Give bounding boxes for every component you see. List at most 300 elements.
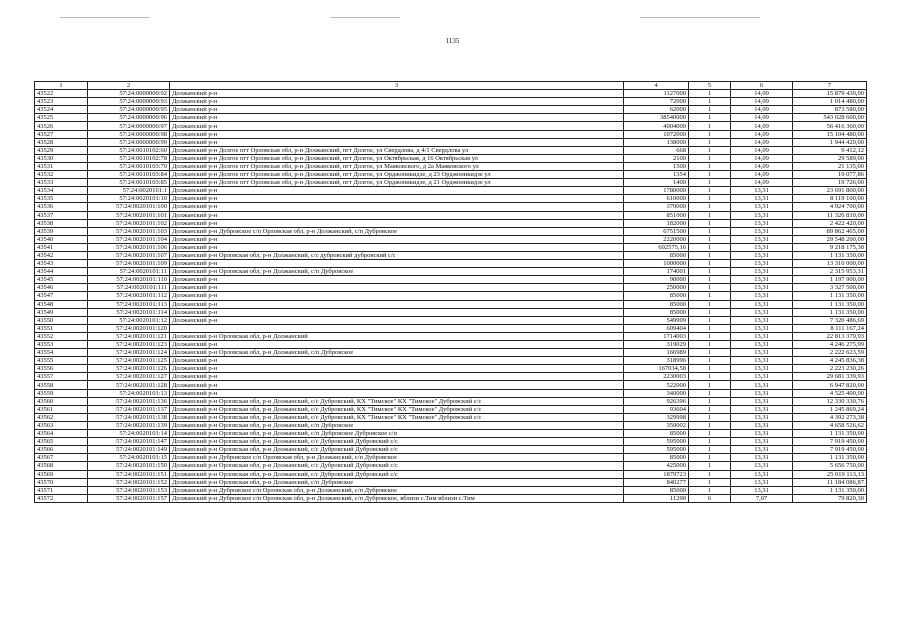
quantity-cell: 1 [689,146,731,154]
area-cell: 692575,16 [624,243,689,251]
area-cell: 668 [624,146,689,154]
address-cell: Должанский р-н [170,284,624,292]
cadastral-number-cell: 57:24:0020101:13 [88,389,170,397]
cadastral-value-cell: 9 412,12 [793,146,867,154]
row-number-cell: 43549 [35,308,88,316]
table-row [35,211,867,219]
cadastral-value-cell: 1 014 480,00 [793,98,867,106]
area-cell: 1000000 [624,260,689,268]
table-row [35,324,867,332]
area-cell: 425000 [624,462,689,470]
cadastral-value-cell: 1 197 900,00 [793,276,867,284]
row-number-cell: 43554 [35,349,88,357]
cadastral-number-cell: 57:24:0020101:149 [88,446,170,454]
cadastral-value-cell: 19 077,86 [793,171,867,179]
table-row [35,106,867,114]
address-cell: Должанский р-н [170,243,624,251]
cadastral-value-cell: 12 330 330,76 [793,397,867,405]
area-cell: 85000 [624,300,689,308]
column-header: 6 [731,82,793,90]
table-row [35,405,867,413]
area-cell: 549999 [624,316,689,324]
address-cell: Должанский р-н [170,292,624,300]
area-cell: 350002 [624,421,689,429]
area-cell: 329998 [624,413,689,421]
area-cell: 85000 [624,430,689,438]
cadastral-value-cell: 21 135,00 [793,162,867,170]
table-row [35,130,867,138]
table-row [35,251,867,259]
area-cell: 1400 [624,179,689,187]
cadastral-number-cell: 57:24:0020101:10 [88,195,170,203]
area-cell: 340000 [624,389,689,397]
quantity-cell: 1 [689,413,731,421]
address-cell: Должанский р-н Орловская обл, р-н Должанский, с/с Дубровский Дубровский с/с [170,462,624,470]
quantity-cell: 1 [689,219,731,227]
rate-cell: 13,31 [731,454,793,462]
cadastral-number-cell: 57:24:0000000:98 [88,130,170,138]
quantity-cell: 1 [689,341,731,349]
cadastral-value-cell: 3 327 500,00 [793,284,867,292]
address-cell: Должанский р-н [170,308,624,316]
rate-cell: 13,31 [731,195,793,203]
row-number-cell: 43565 [35,438,88,446]
area-cell: 595000 [624,438,689,446]
row-number-cell: 43557 [35,373,88,381]
cadastral-value-cell: 89 862 465,00 [793,227,867,235]
quantity-cell: 1 [689,300,731,308]
address-cell: Должанский р-н [170,187,624,195]
quantity-cell: 1 [689,114,731,122]
cadastral-number-cell: 57:24:0020101:138 [88,413,170,421]
cadastral-value-cell: 11 184 086,87 [793,478,867,486]
area-cell: 1354 [624,171,689,179]
address-cell: Должанский р-н [170,357,624,365]
cadastral-number-cell: 57:24:0020101:109 [88,260,170,268]
address-cell: Должанский р-н Дубровское с/п Орловская обл, р-н Должанский, с/п Дубровское [170,227,624,235]
rate-cell: 14,09 [731,138,793,146]
cadastral-number-cell: 57:24:0020101:147 [88,438,170,446]
address-cell: Должанский р-н [170,98,624,106]
address-cell: Должанский р-н Дубровское с/п Орловская обл, р-н Должанский, с/п Дубровское [170,486,624,494]
table-row [35,146,867,154]
address-cell: Должанский р-н [170,260,624,268]
row-number-cell: 43553 [35,341,88,349]
quantity-cell: 1 [689,462,731,470]
rate-cell: 13,31 [731,276,793,284]
cadastral-number-cell: 57:24:0020101:106 [88,243,170,251]
cadastral-value-cell: 2 223 230,26 [793,365,867,373]
rate-cell: 13,31 [731,332,793,340]
address-cell: Должанский р-н [170,219,624,227]
scan-artifact-line [640,17,760,18]
cadastral-number-cell: 57:24:0020101:124 [88,349,170,357]
rate-cell: 13,31 [731,260,793,268]
row-number-cell: 43526 [35,122,88,130]
table-row [35,454,867,462]
quantity-cell: 1 [689,138,731,146]
area-cell: 2220000 [624,235,689,243]
address-cell: Должанский р-н Орловская обл, р-н Должанский, с/с Дубровский, КХ "Тимское" КХ "Тимское" Дубровский с/с [170,405,624,413]
cadastral-value-cell: 1 131 350,00 [793,486,867,494]
rate-cell: 14,09 [731,154,793,162]
cadastral-number-cell: 57:24:0020101:107 [88,251,170,259]
cadastral-value-cell: 4 245 836,38 [793,357,867,365]
row-number-cell: 43534 [35,187,88,195]
quantity-cell: 1 [689,162,731,170]
address-cell: Должанский р-н Долгое пгт Орловская обл, р-н Должанский, пгт Долгое, ул Орджоникидзе, д 23 Орджоникидзе ул [170,171,624,179]
area-cell: 319029 [624,341,689,349]
area-cell: 522000 [624,381,689,389]
table-row [35,494,867,502]
area-cell: 182000 [624,219,689,227]
rate-cell: 13,31 [731,203,793,211]
cadastral-number-cell: 57:24:0000000:92 [88,90,170,98]
scan-artifact-line [60,17,150,18]
address-cell: Должанский р-н [170,211,624,219]
quantity-cell: 1 [689,324,731,332]
cadastral-number-cell: 57:24:0020101:152 [88,478,170,486]
rate-cell: 14,09 [731,171,793,179]
row-number-cell: 43546 [35,284,88,292]
address-cell: Должанский р-н Орловская обл, р-н Должанский [170,332,624,340]
row-number-cell: 43548 [35,300,88,308]
row-number-cell: 43544 [35,268,88,276]
address-cell: Должанский р-н Орловская обл, р-н Должанский, с/с Дубровский, КХ "Тимское" КХ "Тимское" Дубровский с/с [170,413,624,421]
rate-cell: 13,31 [731,381,793,389]
rate-cell: 13,31 [731,357,793,365]
table-row [35,486,867,494]
area-cell: 85000 [624,308,689,316]
quantity-cell: 1 [689,373,731,381]
cadastral-value-cell: 23 691 800,00 [793,187,867,195]
column-header: 2 [88,82,170,90]
rate-cell: 13,31 [731,446,793,454]
quantity-cell: 1 [689,243,731,251]
cadastral-number-cell: 57:24:0020101:136 [88,397,170,405]
row-number-cell: 43569 [35,470,88,478]
rate-cell: 13,31 [731,324,793,332]
quantity-cell: 1 [689,430,731,438]
rate-cell: 13,31 [731,308,793,316]
table-row [35,357,867,365]
quantity-cell: 1 [689,365,731,373]
quantity-cell: 1 [689,179,731,187]
table-row [35,478,867,486]
quantity-cell: 1 [689,486,731,494]
cadastral-number-cell: 57:24:0010102:78 [88,154,170,162]
cadastral-number-cell: 57:24:0020101:127 [88,373,170,381]
cadastral-number-cell: 57:24:0020101:15 [88,454,170,462]
address-cell: Должанский р-н [170,122,624,130]
rate-cell: 13,31 [731,211,793,219]
quantity-cell: 1 [689,470,731,478]
row-number-cell: 43566 [35,446,88,454]
cadastral-number-cell: 57:24:0020101:103 [88,227,170,235]
row-number-cell: 43541 [35,243,88,251]
cadastral-value-cell: 8 111 167,24 [793,324,867,332]
address-cell: Должанский р-н Долгое пгт Орловская обл, р-н Должанский, пгт Долгое, ул Октябрьская, д 16 Октябрьская ул [170,154,624,162]
table-row [35,389,867,397]
cadastral-number-cell: 57:24:0020101:139 [88,421,170,429]
quantity-cell: 1 [689,195,731,203]
cadastral-number-cell: 57:24:0010102:60 [88,146,170,154]
address-cell: Должанский р-н [170,106,624,114]
column-header: 7 [793,82,867,90]
area-cell: 370000 [624,203,689,211]
row-number-cell: 43547 [35,292,88,300]
area-cell: 93604 [624,405,689,413]
address-cell: Должанский р-н Долгое пгт Орловская обл, р-н Должанский, пгт Долгое, ул Маяковского, д 2а Маяковского ул [170,162,624,170]
table-row [35,154,867,162]
table-row [35,227,867,235]
table-row [35,430,867,438]
row-number-cell: 43538 [35,219,88,227]
row-number-cell: 43560 [35,397,88,405]
rate-cell: 14,09 [731,106,793,114]
cadastral-value-cell: 1 245 869,24 [793,405,867,413]
quantity-cell: 1 [689,389,731,397]
column-header: 3 [170,82,624,90]
row-number-cell: 43537 [35,211,88,219]
cadastral-value-cell: 1 944 420,00 [793,138,867,146]
quantity-cell: 1 [689,446,731,454]
row-number-cell: 43523 [35,98,88,106]
area-cell: 1714003 [624,332,689,340]
address-cell: Должанский р-н [170,341,624,349]
row-number-cell: 43533 [35,179,88,187]
area-cell: 85000 [624,292,689,300]
area-cell: 11290 [624,494,689,502]
rate-cell: 13,31 [731,251,793,259]
quantity-cell: 1 [689,98,731,106]
area-cell: 62000 [624,106,689,114]
cadastral-value-cell: 8 119 100,00 [793,195,867,203]
quantity-cell: 1 [689,421,731,429]
rate-cell: 13,31 [731,421,793,429]
area-cell: 1500 [624,162,689,170]
address-cell: Должанский р-н Орловская обл, р-н Должанский, с/с Дубровский Дубровский с/с [170,446,624,454]
cadastral-number-cell: 57:24:0020101:123 [88,341,170,349]
row-number-cell: 43556 [35,365,88,373]
row-number-cell: 43530 [35,154,88,162]
row-number-cell: 43552 [35,332,88,340]
cadastral-value-cell: 29 548 200,00 [793,235,867,243]
rate-cell: 13,31 [731,316,793,324]
row-number-cell: 43551 [35,324,88,332]
cadastral-value-cell: 4 392 273,38 [793,413,867,421]
table-row [35,300,867,308]
cadastral-value-cell: 7 919 450,00 [793,446,867,454]
rate-cell: 13,31 [731,341,793,349]
cadastral-value-cell: 29 589,00 [793,154,867,162]
quantity-cell: 1 [689,227,731,235]
cadastral-number-cell: 57:24:0000000:99 [88,138,170,146]
rate-cell: 14,09 [731,162,793,170]
address-cell: Должанский р-н Орловская обл, р-н Должанский, с/п Дубровское [170,478,624,486]
quantity-cell: 1 [689,235,731,243]
row-number-cell: 43550 [35,316,88,324]
area-cell: 72000 [624,98,689,106]
area-cell: 2100 [624,154,689,162]
quantity-cell: 1 [689,187,731,195]
table-row [35,462,867,470]
address-cell: Должанский р-н Орловская обл, р-н Должанский, с/с Дубровский Дубровский с/с [170,438,624,446]
cadastral-value-cell: 19 726,00 [793,179,867,187]
cadastral-value-cell: 15 104 480,00 [793,130,867,138]
address-cell: Должанский р-н [170,130,624,138]
cadastral-value-cell: 1 131 350,00 [793,308,867,316]
cadastral-number-cell: 57:24:0020101:104 [88,235,170,243]
table-row [35,349,867,357]
row-number-cell: 43563 [35,421,88,429]
row-number-cell: 43564 [35,430,88,438]
row-number-cell: 43568 [35,462,88,470]
quantity-cell: 1 [689,397,731,405]
quantity-cell: 1 [689,106,731,114]
row-number-cell: 43570 [35,478,88,486]
cadastral-value-cell: 5 656 750,00 [793,462,867,470]
cadastral-number-cell: 57:24:0020101:111 [88,284,170,292]
cadastral-number-cell: 57:24:0010103:70 [88,162,170,170]
rate-cell: 13,31 [731,373,793,381]
row-number-cell: 43555 [35,357,88,365]
row-number-cell: 43567 [35,454,88,462]
area-cell: 609404 [624,324,689,332]
table-row [35,365,867,373]
address-cell: Должанский р-н Орловская обл, р-н Должанский, с/п Дубровское Дубровское с/п [170,430,624,438]
row-number-cell: 43561 [35,405,88,413]
cadastral-value-cell: 11 326 810,00 [793,211,867,219]
cadastral-value-cell: 1 131 350,00 [793,300,867,308]
address-cell: Должанский р-н [170,300,624,308]
address-cell: Должанский р-н Орловская обл, р-н Должанский, с/с Дубровский Дубровский с/с [170,470,624,478]
cadastral-number-cell: 57:24:0020101:11 [88,268,170,276]
row-number-cell: 43527 [35,130,88,138]
row-number-cell: 43529 [35,146,88,154]
quantity-cell: 1 [689,478,731,486]
address-cell: Должанский р-н Долгое пгт Орловская обл, р-н Должанский, пгт Долгое, ул Свердлова, д 4/1 Свердлова ул [170,146,624,154]
quantity-cell: 6 [689,494,731,502]
cadastral-value-cell: 6 947 820,00 [793,381,867,389]
cadastral-value-cell: 79 820,30 [793,494,867,502]
quantity-cell: 1 [689,171,731,179]
table-row [35,114,867,122]
row-number-cell: 43528 [35,138,88,146]
page-number: 1135 [445,37,460,45]
quantity-cell: 1 [689,349,731,357]
area-cell: 610000 [624,195,689,203]
rate-cell: 13,31 [731,438,793,446]
cadastral-number-cell: 57:24:0020101:120 [88,324,170,332]
table-header-row [35,82,867,90]
rate-cell: 14,09 [731,130,793,138]
cadastral-number-cell: 57:24:0000000:97 [88,122,170,130]
quantity-cell: 1 [689,454,731,462]
cadastral-value-cell: 22 813 379,93 [793,332,867,340]
address-cell: Должанский р-н [170,316,624,324]
cadastral-value-cell: 15 879 430,00 [793,90,867,98]
address-cell: Должанский р-н Дубровское с/п Орловская обл, р-н Должанский, с/п Дубровское [170,454,624,462]
row-number-cell: 43572 [35,494,88,502]
rate-cell: 13,31 [731,365,793,373]
cadastral-number-cell: 57:24:0020101:114 [88,308,170,316]
area-cell: 250000 [624,284,689,292]
rate-cell: 13,31 [731,486,793,494]
table-row [35,446,867,454]
cadastral-value-cell: 1 131 350,00 [793,430,867,438]
table-row [35,470,867,478]
row-number-cell: 43543 [35,260,88,268]
row-number-cell: 43571 [35,486,88,494]
cadastral-number-cell: 57:24:0020101:137 [88,405,170,413]
land-registry-table [34,81,867,503]
rate-cell: 13,31 [731,292,793,300]
cadastral-value-cell: 1 131 350,00 [793,251,867,259]
cadastral-value-cell: 2 222 623,59 [793,349,867,357]
quantity-cell: 1 [689,332,731,340]
rate-cell: 13,31 [731,235,793,243]
table-row [35,421,867,429]
table-row [35,260,867,268]
cadastral-value-cell: 7 320 486,69 [793,316,867,324]
table-row [35,413,867,421]
cadastral-value-cell: 2 315 953,31 [793,268,867,276]
quantity-cell: 1 [689,357,731,365]
scan-artifact-line [330,17,400,18]
rate-cell: 13,31 [731,284,793,292]
rate-cell: 13,31 [731,470,793,478]
cadastral-number-cell: 57:24:0000000:93 [88,98,170,106]
cadastral-number-cell: 57:24:0020101:112 [88,292,170,300]
cadastral-value-cell: 4 924 700,00 [793,203,867,211]
cadastral-number-cell: 57:24:0000000:95 [88,106,170,114]
cadastral-value-cell: 25 019 113,13 [793,470,867,478]
table-row [35,276,867,284]
rate-cell: 13,31 [731,462,793,470]
table-row [35,308,867,316]
cadastral-number-cell: 57:24:0020101:121 [88,332,170,340]
cadastral-number-cell: 57:24:0020101:153 [88,486,170,494]
area-cell: 166989 [624,349,689,357]
cadastral-value-cell: 56 416 360,00 [793,122,867,130]
row-number-cell: 43540 [35,235,88,243]
cadastral-number-cell: 57:24:0020101:100 [88,203,170,211]
cadastral-value-cell: 543 028 600,00 [793,114,867,122]
rate-cell: 14,09 [731,122,793,130]
table-row [35,171,867,179]
row-number-cell: 43524 [35,106,88,114]
table-row [35,332,867,340]
quantity-cell: 1 [689,292,731,300]
rate-cell: 13,31 [731,243,793,251]
column-header: 5 [689,82,731,90]
area-cell: 851000 [624,211,689,219]
column-header: 1 [35,82,88,90]
row-number-cell: 43535 [35,195,88,203]
quantity-cell: 1 [689,381,731,389]
table-row [35,341,867,349]
table-row [35,219,867,227]
row-number-cell: 43531 [35,162,88,170]
quantity-cell: 1 [689,203,731,211]
row-number-cell: 43559 [35,389,88,397]
quantity-cell: 1 [689,316,731,324]
quantity-cell: 1 [689,90,731,98]
row-number-cell: 43562 [35,413,88,421]
area-cell: 840277 [624,478,689,486]
cadastral-number-cell: 57:24:0020101:128 [88,381,170,389]
